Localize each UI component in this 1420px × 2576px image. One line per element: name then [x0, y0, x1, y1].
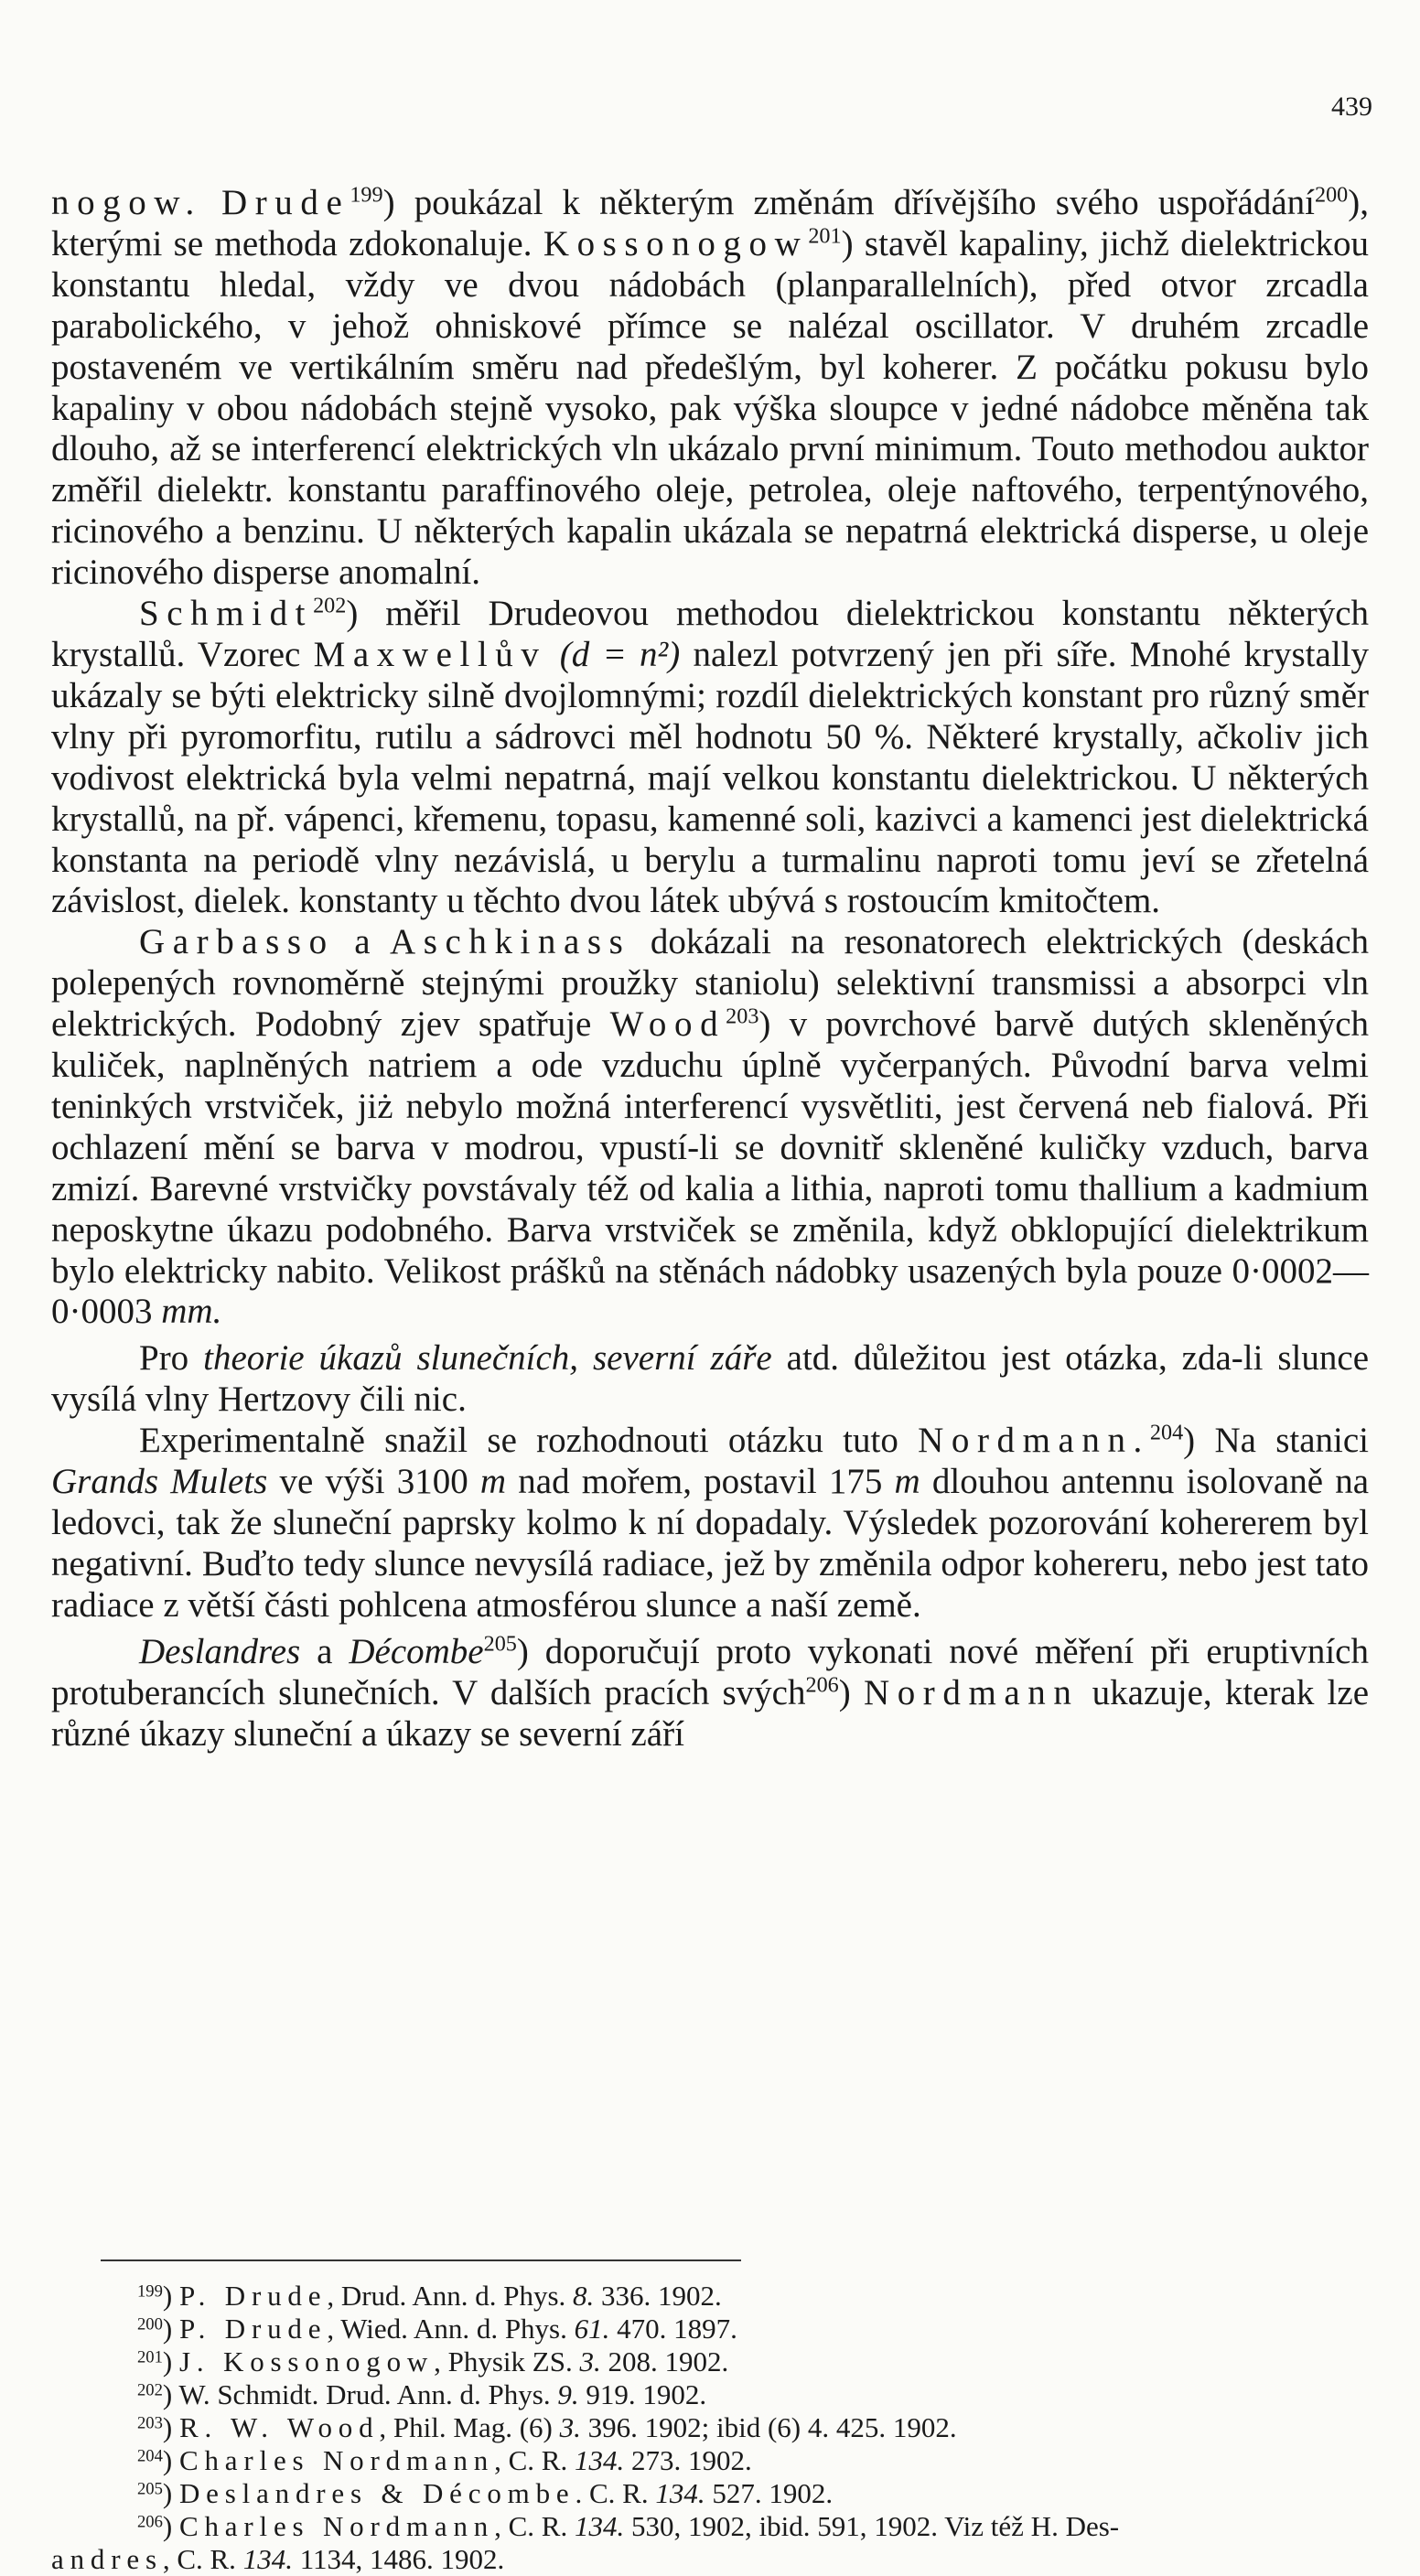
footnote-author: W. Schmidt.: [178, 2378, 319, 2410]
paragraph-3: [51, 922, 1369, 1333]
footnote-tail: 208. 1902.: [600, 2345, 729, 2377]
footnote-volume: 3.: [559, 2411, 581, 2443]
text-segment: Experimentalně snažil se rozhodnouti otázku tuto: [139, 1421, 898, 1461]
footnote-volume: 134.: [242, 2543, 293, 2575]
unit: m: [894, 1462, 920, 1502]
text-segment: nalezl potvrzený jen při síře. Mnohé krystally ukázaly se býti elektricky silně dvojlomnými; rozdíl dielektrických konstant pro různý směr vlny při pyromorfitu, rutilu a sádrovci měl hodnotu 50 %. Některé krystally, ačkoliv jich vodivost elektrická byla velmi nepatrná, mají velkou konstantu dielektrickou. U některých krystallů, na př. vápenci, křemenu, topasu, kamenné soli, kazivci a kamenci jest dielektrická konstanta na periodě vlny nezávislá, u berylu a turmalinu naproti tomu jeví se zřetelná závislost, dielek. konstanty u těchto dvou látek ubývá s rostoucím kmitočtem.: [51, 634, 1369, 921]
footnote-number: 203: [137, 2413, 163, 2433]
footnote-volume: 3.: [579, 2345, 601, 2377]
unit: mm.: [161, 1292, 222, 1332]
paragraph-4: [51, 1338, 1369, 1421]
paragraph-1: [51, 183, 1369, 594]
footnote-tail: 273. 1902.: [624, 2444, 752, 2476]
footnote-ref: 203: [726, 1004, 759, 1029]
author-name: Décombe: [349, 1631, 484, 1671]
footnote-tail: 470. 1897.: [609, 2313, 737, 2345]
footnote-volume: 9.: [557, 2378, 579, 2410]
text-segment: ) doporučují proto vykonati nové měření při eruptivních protuberancích slunečních. V dalších pracích svých: [51, 1631, 1369, 1712]
footnote-source: , Phil. Mag. (6): [379, 2411, 553, 2443]
footnote-ref: 204: [1149, 1420, 1184, 1445]
text-segment: dokázali na resonatorech elektrických (deskách polepených rovnoměrně stejnými proužky staniolu) selektivní transmissi a absorpci vln elektrických. Podobný zjev spatřuje: [51, 922, 1370, 1045]
text-segment: ) poukázal k některým změnám dřívějšího svého uspořádání: [382, 183, 1315, 222]
paragraph-6: [51, 1632, 1369, 1755]
footnote-ref: 201: [808, 223, 842, 249]
footnote-204: $^{204}$) Charles Nordmann, C. R. 134. 273. 1902.: [137, 2444, 752, 2476]
footnote-tail: 530, 1902, ibid. 591, 1902. Viz též H. Des-: [624, 2510, 1120, 2542]
text-segment: atd. důležitou jest otázka, zda-li slunce vysílá vlny Hertzovy čili nic.: [51, 1338, 1370, 1420]
footnote-source: , Wied. Ann. d. Phys.: [327, 2313, 567, 2345]
author-name: Maxwellův: [313, 634, 547, 674]
footnote-source: , C. R.: [494, 2510, 568, 2542]
place-name: Grands Mulets: [51, 1462, 268, 1502]
page-number: 439: [1331, 91, 1372, 122]
footnote-author: J. Kossonogow: [178, 2345, 435, 2377]
text-segment: ) stavěl kapaliny, jichž dielektrickou konstantu hledal, vždy ve dvou nádobách (planparallelních), před otvor zrcadla parabolického, v jehož ohniskové přímce se nalézal oscillator. V druhém zrcadle postaveném ve vertikálním směru nad předešlým, byl koherer. Z počátku pokusu bylo kapaliny v obou nádobách stejně vysoko, pak výška sloupce v jedné nádobce měněna tak dlouho, až se interferencí elektrických vln ukázalo první minimum. Touto methodou auktor změřil dielektr. konstantu paraffinového oleje, petrolea, oleje naftového, terpentýnového, ricinového a benzinu. U některých kapalin ukázala se nepatrná elektrická disperse, u oleje ricinového disperse anomalní.: [51, 223, 1370, 593]
author-name: Nordmann.: [918, 1421, 1150, 1461]
footnote-volume: 134.: [655, 2477, 705, 2509]
text-segment: Pro: [139, 1338, 189, 1379]
text-segment: dlouhou antennu isolovaně na ledovci, tak že sluneční paprsky kolmo k ní dopadaly. Výsledek pozorování kohererem byl negativní. Buďto tedy slunce nevysílá radiace, jež by změnila odpor kohereru, nebo jest tato radiace z větší části pohlcena atmosférou slunce a naší země.: [51, 1462, 1370, 1625]
author-name: Drude: [221, 183, 350, 222]
footnote-author: Charles Nordmann: [178, 2444, 495, 2476]
footnote-number: 206: [137, 2512, 163, 2532]
emphasis: theorie úkazů slunečních, severní záře: [203, 1338, 772, 1379]
body-text: [51, 183, 1369, 1755]
author-name: Aschkinass: [389, 922, 631, 962]
footnote-206-continuation: [51, 2543, 1369, 2576]
text-segment: ukazuje, kterak lze různé úkazy sluneční a úkazy se severní září: [51, 1672, 1370, 1754]
footnote-200: $^{200}$) P. Drude, Wied. Ann. d. Phys. 61. 470. 1897.: [137, 2313, 737, 2345]
footnote-ref: 202: [313, 593, 347, 618]
footnote-205: $^{205}$) Deslandres & Décombe. C. R. 134. 527. 1902.: [137, 2477, 834, 2509]
footnote-ref: 206: [805, 1672, 839, 1698]
footnote-source: . C. R.: [575, 2477, 649, 2509]
footnote-source: , C. R.: [494, 2444, 568, 2476]
footnote-source: , Physik ZS.: [434, 2345, 573, 2377]
footnote-201: $^{201}$) J. Kossonogow, Physik ZS. 3. 208. 1902.: [137, 2345, 729, 2377]
author-name: Deslandres: [139, 1631, 301, 1671]
footnote-source: , C. R.: [162, 2543, 236, 2575]
footnote-number: 201: [137, 2347, 163, 2367]
footnote-author: P. Drude: [178, 2313, 328, 2345]
footnote-ref: 199: [350, 182, 383, 208]
author-name: Garbasso: [139, 922, 335, 962]
footnote-number: 202: [137, 2380, 163, 2400]
footnote-tail: 527. 1902.: [705, 2477, 834, 2509]
author-name: Kossonogow: [543, 223, 809, 263]
text-segment: nad mořem, postavil 175: [518, 1462, 883, 1502]
footnote-author: Deslandres & Décombe: [178, 2477, 576, 2509]
paragraph-2: [51, 594, 1369, 922]
text-segment: ve výši 3100: [279, 1462, 468, 1502]
footnote-number: 199: [137, 2281, 163, 2302]
footnote-206: $^{206}$) Charles Nordmann, C. R. 134. 530, 1902, ibid. 591, 1902. Viz též H. Des-: [137, 2510, 1120, 2542]
text-segment: ) Na stanici: [1183, 1421, 1369, 1461]
footnote-ref: 205: [483, 1631, 517, 1657]
footnote-author: Charles Nordmann: [178, 2510, 495, 2542]
footnote-number: 204: [137, 2446, 163, 2466]
footnote-volume: 8.: [573, 2280, 595, 2312]
paragraph-5: [51, 1421, 1369, 1626]
footnote-volume: 61.: [574, 2313, 610, 2345]
footnote-author: R. W. Wood: [178, 2411, 380, 2443]
footnote-ref: 200: [1314, 182, 1349, 208]
footnote-199: $^{199}$) P. Drude, Drud. Ann. d. Phys. 8. 336. 1902.: [137, 2280, 722, 2312]
footnote-volume: 134.: [574, 2444, 625, 2476]
footnote-volume: 134.: [574, 2510, 625, 2542]
footnote-tail: 396. 1902; ibid (6) 4. 425. 1902.: [580, 2411, 957, 2443]
footnote-author: andres: [51, 2543, 163, 2575]
text-segment: ) v povrchové barvě dutých skleněných kuliček, naplněných natriem a ode vzduchu úplně vyčerpaných. Původní barva velmi teninkých vrstviček, jiż nebylo možná interferencí vysvětliti, jest červená neb fialová. Při ochlazení mění se barva v modrou, vpustí-li se dovnitř skleněné kuličky vzduch, barva zmizí. Barevné vrstvičky povstávaly též od kalia a lithia, naproti tomu thallium a kadmium neposkytne úkazu podobného. Barva vrstviček se změnila, když obklopující dielektrikum bylo elektricky nabito. Velikost prášků na stěnách nádobky usazených byla pouze 0·0002—0·0003: [51, 1004, 1370, 1332]
footnote-divider: [101, 2259, 741, 2261]
formula: (d = n²): [559, 634, 681, 674]
footnote-number: 205: [137, 2479, 163, 2499]
author-name: Schmidt: [139, 594, 314, 634]
footnote-author: P. Drude: [178, 2280, 328, 2312]
author-name: Nordmann: [863, 1672, 1080, 1712]
footnote-203: $^{203}$) R. W. Wood, Phil. Mag. (6) 3. 396. 1902; ibid (6) 4. 425. 1902.: [137, 2411, 957, 2443]
text-segment: a: [354, 922, 371, 962]
author-name: Wood: [609, 1004, 726, 1045]
footnote-source: Drud. Ann. d. Phys.: [318, 2378, 551, 2410]
footnotes: [51, 2280, 1369, 2576]
text-segment: ), kterými se methoda zdokonaluje.: [51, 183, 1369, 263]
text-segment: a: [317, 1631, 333, 1671]
footnote-tail: 1134, 1486. 1902.: [292, 2543, 505, 2575]
footnote-number: 200: [137, 2314, 163, 2334]
footnote-tail: 919. 1902.: [578, 2378, 707, 2410]
text-segment: ) měřil Drudeovou methodou dielektrickou konstantu některých krystallů. Vzorec: [51, 594, 1369, 674]
text-segment: nogow.: [51, 183, 202, 222]
footnote-tail: 336. 1902.: [594, 2280, 722, 2312]
footnote-source: , Drud. Ann. d. Phys.: [327, 2280, 566, 2312]
unit: m: [479, 1462, 507, 1502]
footnote-202: $^{202}$) W. Schmidt. Drud. Ann. d. Phys. 9. 919. 1902.: [137, 2378, 707, 2410]
text-segment: ): [838, 1672, 851, 1712]
